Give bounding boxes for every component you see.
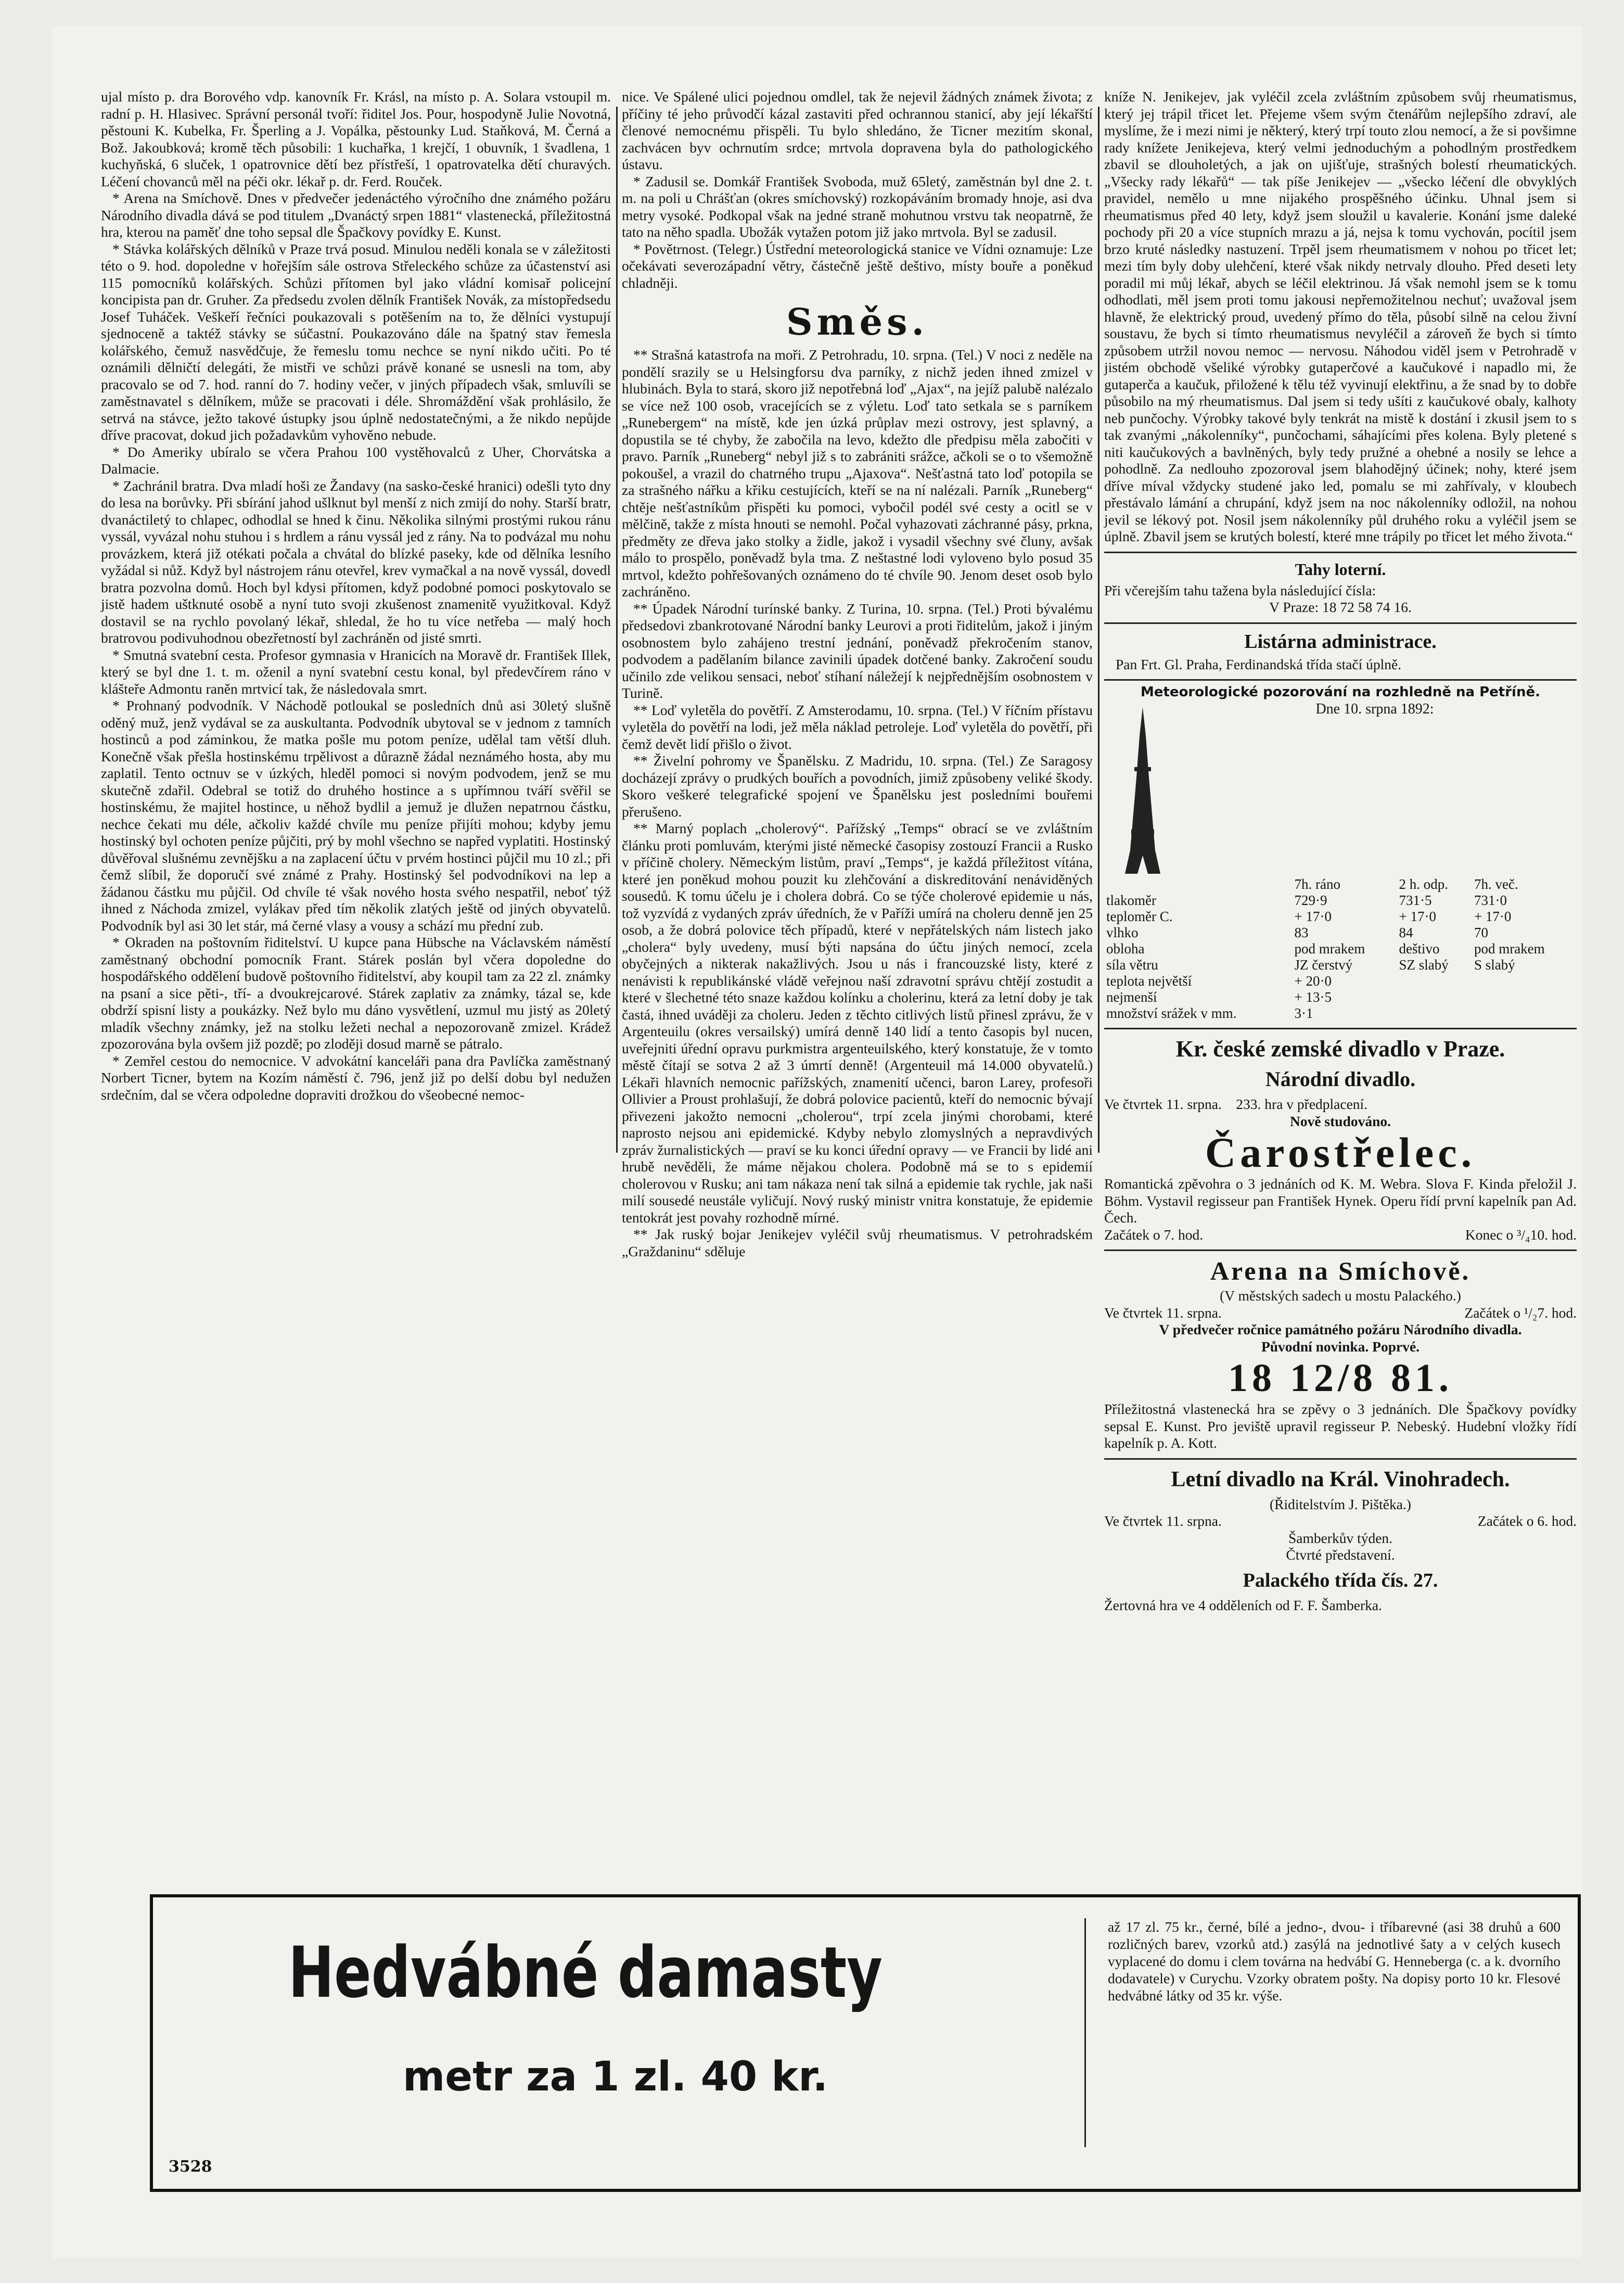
arena-date: Ve čtvrtek 11. srpna. [1104,1304,1222,1321]
meteo-header-cell [1104,876,1293,892]
meteo-cell [1397,1005,1472,1022]
section-title-smes: Směs. [786,300,928,343]
letni-title: Letní divadlo na Král. Vinohradech. [1171,1467,1510,1491]
article-katastrofa: ** Strašná katastrofa na moři. Z Petrohradu, 10. srpna. (Tel.) V noci z neděle na pondělí srazily se u Helsingforsu dva parníky, z nichž jeden ihned zmizel v hlubinách. Byla to stará, skoro již nepotřebná loď „Ajax“, na jejíž palubě nalézalo se více než 100 osob, vracejících se z výletu. Loď tato setkala se s parníkem „Runebergem“ na místě, kde jen úzká průplav mezi ostrovy, jest splavný, a dopustila se té chyby, že zabočila na levo, kdežto dle předpisu měla zabočiti v pravo. Parník „Runeberg“ nebyl již s to zabrániti srážce, ačkoli se o to všemožně pokoušel, a vrazil do chatrného trupu „Ajaxova“. Nešťastná tato loď potopila se za strašného nářku a křiku cestujících, kteří se na ní nalézali. Parník „Runeberg“ chtěje nešťastníkům přispěti ku pomoci, vybočil podél své cesty a ocitl se v mělčině, takže z místa hnouti se nemohl. Počal vyhazovati záchranné pásy, prkna, předměty ze dřeva jako stolky a židle, jakož i vysadil všechny své čluny, avšak málo to prospělo, poněvadž byla tma. Z neštastné lodi vyloveno bylo posud 35 mrtvol, kdežto pohřešovaných oznámeno do té chvíle 90. Jenom deset osob bylo zachráněno. [622,347,1093,600]
narodni-nove: Nově studováno. [1289,1113,1391,1129]
narodni-end: Konec o ³/₄10. hod. [1465,1226,1577,1243]
ad-text: až 17 zl. 75 kr., černé, bílé a jedno-, dvou- i tříbarevné (asi 38 druhů a 600 rozličných barev, vzorků atd.) zasýlá na jednotlivé šaty a v celých kusech vyplacené do domu i clem továrna na hedvábí G. Henneberga (c. a k. dvorního dodavatele) v Curychu. Vzorky obratem pošty. Na dopisy porto 10 kr. Flesové hedvábné látky od 35 kr. výše. [1108,1919,1561,2004]
lottery-number-list: 18 72 58 74 16. [1322,599,1412,615]
meteo-cell [1397,989,1472,1005]
article-upadek-banky: ** Úpadek Národní turínské banky. Z Turina, 10. srpna. (Tel.) Proti bývalému předsedovi zbankrotované Národní banky Leurovi a proti řiditelům, jakož i jiným osobnostem bylo zahájeno trestní jednání, poněvadž překročením stanov, podvodem a padělaním bilance zavinili úpadek dotčené banky. Zakročení soudu učinilo zde velikou sensaci, neboť stíhaní náležejí k nejpřednějším osobnostem v Turině. [622,600,1093,701]
column-divider [616,107,618,1153]
lottery-box [1104,552,1577,616]
article-zadusil: * Zadusil se. Domkář František Svoboda, muž 65letý, zaměstnán byl dne 2. t. m. na poli u Chrášťan (okres smíchovský) rozkopáváním bromady hnoje, asi dva metry vysoké. Podkopal však na jedné straně mohutnou vrstvu tak neopatrně, že tato na něho spadla. Ubožák vytažen potom již jako mrtvola. Byl se zadusil. [622,173,1093,240]
letni-sub: (Řiditelstvím J. Pištěka.) [1270,1496,1411,1512]
ad-headline: Hedvábné damasty [288,1932,883,2013]
meteo-cell [1472,973,1577,989]
lottery-text: Při včerejším tahu tažena byla následující čísla: [1104,582,1376,598]
lottery-numbers [1104,599,1577,616]
meteo-cell: síla větru [1106,957,1158,973]
narodni-date-line [1104,1096,1577,1113]
meteo-row [1104,925,1577,941]
meteo-title: Meteorologické pozorování na rozhledně na Petříně. [1141,684,1540,700]
meteo-cell: + 17·0 [1294,909,1332,924]
meteo-cell: + 13·5 [1294,989,1332,1005]
letni-desc: Žertovná hra ve 4 odděleních od F. F. Šamberka. [1104,1597,1382,1613]
letni-play1: Šamberkův týden. [1288,1529,1393,1546]
column-2 [622,88,1093,1260]
meteo-row [1104,973,1577,989]
meteo-cell: vlhko [1106,925,1139,940]
narodni-start: Začátek o 7. hod. [1104,1226,1204,1243]
column-1 [101,88,611,1103]
narodni-info: 233. hra v předplacení. [1236,1096,1368,1112]
listarna-box [1104,622,1577,673]
lottery-title: Tahy loterní. [1295,559,1386,579]
meteo-cell [1397,973,1472,989]
letni-date-line [1104,1513,1577,1530]
meteo-cell [1472,1005,1577,1022]
meteo-cell: 3·1 [1294,1005,1313,1021]
arena-sub: (V městských sadech u mostu Palackého.) [1220,1287,1461,1304]
meteo-cell: 729·9 [1294,892,1327,908]
arena-note: V předvečer ročnice památného požáru Národního divadla. [1159,1321,1522,1337]
meteo-cell: 84 [1399,925,1413,940]
narodni-desc: Romantická zpěvohra o 3 jednáních od K. M. Webra. Slova F. Kinda přeložil J. Böhm. Vystavil regisseur pan František Hynek. Operu řídí první kapelník pan Ad. Čech. [1104,1176,1577,1226]
meteo-cell: obloha [1106,941,1145,956]
article-paragraph: kníže N. Jenikejev, jak vyléčil zcela zvláštním způsobem svůj rheumatismus, který jej trápil třicet let. Přejeme všem svým čtenářům nejlepšího zdraví, ale myslíme, že i mezi nimi je některý, který trpí touto zlou nemocí, a že si povšimne rady knížete Jenikejeva, který velmi jednoduchým a pohodlným prostředkem zbavil se dlouholetých, a jak on ujišťuje, strašných bolestí rheumatických. „Všecky rady lékařů“ — tak píše Jenikejev — „všecko léčení dle obvyklých pravidel, nemělo u mne nijakého prospěšného účinku. Uhnal jsem si rheumatismus před 40 lety, když jsem sloužil u kavalerie. Konání jsme daleké pochody při 20 a více stupních mrazu a já, nejsa k tomu vychován, pocítil jsem brzo kruté následky nastuzení. Trpěl jsem rheumatismem v nohou po třicet let; mezi tím byly doby ulehčení, které však nikdy netrvaly dlouho. Před deseti lety poradil mi můj lékař, abych se léčil elektrinou. Já však nemohl jsem se k tomu odhodlati, měl jsem proti tomu jakousi nepřemožitelnou nechuť; uvažoval jsem hlavně, že elektrický proud, uvedený přímo do těla, působí silně na celou živní soustavu, že bych si tímto rheumatismus nevyléčil a zároveň že bych si tímto způsobem utržil novou nemoc — nervosu. Náhodou viděl jsem v Petrohradě v jistém obchodě všeliké výrobky gutaperčové a kaučukové i napadlo mi, že gutaperča a kaučuk, přiložené k tělu též vyvinují elektřinu, a že snad by to dobře působilo na mý rheumatismus. Dal jsem si tedy ušíti z kaučukové obaly, kalhoty neb punčochy. Výrobky takové byly tenkrát na mistě k dostání i zkusil jsem to s tak zvanými „nákolenníky“, punčochami, sáhajícími přes kolena. Byly pletené s niti kaučukových a bavlněných, byly tedy pružné a ohebné a nosily se lehce a pohodlně. Za nedlouho zpozoroval jsem blahodějný účinek; nohy, které jsem dříve míval vždycky studené jako led, pomalu se mi zahřívaly, v kloubech přestávalo lámání a chrupání, když jsem na noc nákolenníky odložil, na nohou jevil se lékový pot. Nosil jsem nákolenníky půl druhého roku a vyléčil jsem se úplně. Zbavil jsem se krutých bolestí, které mne trápily po třicet let mého života.“ [1104,88,1577,544]
meteo-cell: 731·0 [1474,892,1507,908]
letni-divadlo-box [1104,1458,1577,1614]
article-arena: * Arena na Smíchově. Dnes v předvečer jedenáctého výročního dne známého požáru Národního divadla dává se pod titulem „Dvanáctý srpen 1881“ vlastenecká, příležitostná hra, kterou na paměť dne toho sepsal dle Špačkovy povídky E. Kunst. [101,190,611,240]
meteo-cell: 731·5 [1399,892,1432,908]
letni-play3: Palackého třída čís. 27. [1243,1569,1438,1591]
article-jenikejev: ** Jak ruský bojar Jenikejev vyléčil svůj rheumatismus. V petrohradském „Graždaninu“ sděluje [622,1226,1093,1259]
article-amerika: * Do Ameriky ubíralo se včera Prahou 100 vystěhovalců z Uher, Chorvátska a Dalmacie. [101,443,611,477]
meteo-cell: teploměr C. [1106,909,1173,924]
article-zachranil: * Zachránil bratra. Dva mladí hoši ze Žandavy (na sasko-české hranici) odešli tyto dny do lesa na borůvky. Při sbírání jahod ušlknut byl menší z nich zmijí do nohy. Starší bratr, dvanáctiletý to chlapec, odhodlal se hned k činu. Několika silnými prostými rukou ránu vyssál, vyvázal nohu stuhou i s hrdlem a ránu vyssál jed z rány. Na to podvázal mu nohu provázkem, která již otékati počala a chvátal do blízké paseky, kde od dělníka lesního vyžádal si nůž. Když byl nástrojem ránu otevřel, krev vymačkal a na nově vyssál, dovedl bratra pozvolna domů. Hoch byl kdysi přítomen, když podobné pomoci poskytovalo se jistě hadem uštknuté osobě a nyní tuto svoji zkušenost znamenitě využitkoval. Když dostavil se na rychlo povolaný lékař, shledal, že ho tu více netřeba — malý hoch bratrovou podivuhodnou obezřetností byl zachráněn od jisté smrti. [101,477,611,646]
article-podvodnik: * Prohnaný podvodník. V Náchodě potloukal se posledních dnů asi 30letý slušně oděný muž, jenž vydával se za auskultanta. Podvodník ubytoval se v jednom z tamních hostinců a pod záminkou, že matka pošle mu potom peníze, udělal tam větší dluh. Konečně však přešla hostinskému trpělivost a důrazně žádal neznámého hosta, aby mu zaplatil. Tento octnuv se v úzkých, hleděl pomoci si novým podvodem, jenž se mu skutečně zdařil. Odebral se totiž do druhého hostince a s upřímnou tváří svěřil se hostinskému, že majitel hostince, u něhož bydlil a jemuž je dlužen nepatrnou částku, nechce čekati mu déle, ačkoliv každé chvíle mu peníze přijíti mohou; kdyby jemu hostinský byl ochoten peníze půjčiti, prý by mohl všechno se napřed vyplatiti. Hostinský důvěřoval slušnému zevnějšku a na zaplacení účtu v prvém hostinci půjčil mu 10 zl.; při čemž slíbil, že doporučí své známé z Prahy. Hostinský šel podvodníkovi na lep a žádanou částku mu půjčil. Od chvíle té však nového hosta svého nespatřil, neboť týž ihned z Náchoda zmizel, vylákav před tím několik zlatých ještě od jiných obyvatelů. Podvodník byl asi 30 let stár, má černé vlasy a vousy a schází mu přední zub. [101,697,611,934]
column-3 [1104,88,1577,1614]
meteo-row [1104,892,1577,909]
column-divider [1098,107,1099,1153]
ad-divider [1084,1918,1086,2147]
article-svatebni-cesta: * Smutná svatební cesta. Profesor gymnasia v Hranicích na Moravě dr. František Illek, který se byl dne 1. t. m. oženil a nyní svatební cestu konal, byl předevčírem ráno v klášteře Admontu raněn mrtvicí tak, že následovala smrt. [101,646,611,697]
meteo-cell: + 20·0 [1294,973,1332,989]
article-paragraph: nice. Ve Spálené ulici pojednou omdlel, tak že nejevil žádných známek života; z příčiny té jeho průvodčí kázal zastaviti před ochrannou stanicí, aby její lékařští členové nemocnému přispěli. Tu bylo shledáno, že Ticner mezitím skonal, zachvácen byv ochrnutím srdce; mrtvola dopravena byla do pathologického ústavu. [622,88,1093,172]
meteo-cell: + 17·0 [1474,909,1512,924]
meteo-cell: pod mrakem [1474,941,1545,956]
article-povetrnost: * Povětrnost. (Telegr.) Ústřední meteorologická stanice ve Vídni oznamuje: Lze očekávati severozápadní větry, částečně ještě deštivo, místy bouře a poněkud chladněji. [622,240,1093,291]
meteo-cell: pod mrakem [1294,941,1365,956]
meteo-cell [1472,989,1577,1005]
meteo-date: Dne 10. srpna 1892: [1315,701,1434,717]
narodni-play: Čarostřelec. [1205,1129,1476,1176]
article-lod: ** Loď vyletěla do povětří. Z Amsterodamu, 10. srpna. (Tel.) V říčním přístavu vyletěla do povětří na lodi, jež měla náklad petroleje. Loď vyletěla do povětří, při čemž devět lidí přišlo o život. [622,702,1093,752]
meteo-table [1104,876,1577,1022]
petrin-tower-icon [1122,705,1163,876]
ad-price: metr za 1 zl. 40 kr. [403,2054,828,2100]
meteo-cell: množství srážek v mm. [1106,1005,1237,1021]
arena-title: Arena na Smíchově. [1210,1256,1471,1285]
meteo-header-cell: 7h. več. [1474,876,1518,892]
lottery-place: V Praze: [1269,599,1319,615]
silk-advertisement [150,1894,1581,2192]
arena-date-line [1104,1305,1577,1322]
meteo-row [1104,957,1577,973]
article-okraden: * Okraden na poštovním řiditelství. U kupce pana Hübsche na Václavském náměstí zaměstnaný obchodní pomocník Frant. Stárek poslán byl včera dopoledne do hospodářského oddělení budově poštovního řiditelství, aby koupil tam za 22 zl. známky na psaní a sice pěti-, tří- a dvoukrejcarové. Stárek zaplativ za známky, tázal se, kde obdrží spisní listy a poukázky. Než bylo mu dáno vysvětlení, uzmul mu jistý as 20letý mladík všechny známky, jež na stolku ležeti nechal a nepozorovaně zmizel. Krádež zpozorována byla ovšem již pozdě; po zloději dosud marně se pátralo. [101,934,611,1052]
meteo-header-cell: 7h. ráno [1294,876,1340,892]
meteo-cell: S slabý [1474,957,1515,973]
meteo-cell: deštivo [1399,941,1440,956]
article-cholera: ** Marný poplach „cholerový“. Pařížský „Temps“ obrací se ve zvláštním článku proti pomluvám, kterými jisté německé časopisy zostouzí Francii a Rusko v příčině cholery. Německým listům, praví „Temps“, je každá příležitost vítána, které jen poněkud mohou pouzit ku zlehčování a diskreditování nenáviděných sousedů. K tomu účelu je i cholera dobrá. Co se týče cholerové epidemie u nás, tož vyzvídá z vydaných zpráv úředních, že v Paříži umírá na choleru denně jen 25 osob, a že dobrá polovice těch případů, které v nepřátelských nám listech jako „cholera“ byly uvedeny, musí býti napsána do účtu jiných nemocí, zcela obyčejných a nikterak nakažlivých. Jsou u nás i francouzské listy, které z nenávisti k republikánské vládě veřejnou naší zdravotní správu chtějí zostudit a které v šlechetné této snaze každou kolínku a cholerinu, která za letní doby je tak častá, ihned uváději za choleru. Jeden z těchto citlivých listů přinesl zprávu, že v Argenteuilu (okres versailský) umírá denně 140 lidí a tento časopis byl nucen, uveřejniti úřední opravu purkmistra argenteuilského, který konstatuje, že v tomto městě čítají se sotva 2 až 3 úmrtí denně! (Argenteuil má 14.000 obyvatelů.) Lékaři hlavních nemocnic pařížských, znamenití učenci, baron Larey, profesoři Ollivier a Proust prohlašují, že dobrá polovice pacientů, kteří do nemocnic bývají přivezeni jakožto nemocni „cholerou“, trpí zcela jinými chorobami, které naprosto nejsou ani epidemické. Kdyby nebylo zlomyslných a nepravdivých zpráv žurnalistických — praví se ku konci úřední opravy — ve Francii by lidé ani hrubě nevěděli, že máme nějakou cholera. Podobně má se to s epidemií cholerovou v Rusku; ani tam nákaza není tak silná a epidemie tak rychle, jak naši milí sousedé neustále vyličují. Nový ruský ministr vnitra konstatuje, že epidemie tentokrát jest povahy rozhodně mírné. [622,820,1093,1226]
meteo-cell: nejmenší [1106,989,1157,1005]
meteo-cell: teplota největší [1106,973,1192,989]
listarna-title: Listárna administrace. [1244,630,1437,653]
meteo-row [1104,909,1577,925]
narodni-date: Ve čtvrtek 11. srpna. [1104,1096,1222,1112]
arena-start: Začátek o ¹/₂7. hod. [1464,1304,1577,1321]
meteo-cell: 70 [1474,925,1488,940]
listarna-text: Pan Frt. Gl. Praha, Ferdinandská třída stačí úplně. [1116,656,1402,672]
ad-number: 3528 [169,2158,212,2176]
narodni-divadlo-box [1104,1028,1577,1243]
narodni-sub: Národní divadlo. [1265,1067,1416,1091]
article-paragraph: ujal místo p. dra Borového vdp. kanovník Fr. Krásl, na místo p. A. Solara vstoupil m. radní p. H. Hlasivec. Správní personál tvoří: řiditel Jos. Pour, hospodyně Julie Novotná, pěstouni K. Kubelka, Fr. Šperling a J. Vopálka, pěstounky Lud. Staňková, M. Černá a Bož. Jakoubková; kromě těch působili: 1 kuchařka, 1 krejčí, 1 obuvník, 1 švadlena, 1 kuchyňská, 6 sluček, 1 opatrovnice dětí bez přístřeší, 1 opatrovatelka dětí churavých. Léčení chovanců měl na péči okr. lékař p. dr. Ferd. Rouček. [101,88,611,189]
article-spanelsko: ** Živelní pohromy ve Španělsku. Z Madridu, 10. srpna. (Tel.) Ze Saragosy docházejí zprávy o prudkých bouřích a povodních, jimiž způsobeny veliké škody. Skoro veškeré telegrafické spojení ve Španělsku jest posledními bouřemi přerušeno. [622,753,1093,820]
meteo-cell: + 17·0 [1399,909,1436,924]
meteo-cell: JZ čerstvý [1294,957,1353,973]
meteo-cell: 83 [1294,925,1309,940]
arena-novinka: Původní novinka. Poprvé. [1261,1338,1420,1355]
meteo-header-cell: 2 h. odp. [1399,876,1449,892]
arena-play: 18 12/8 81. [1227,1356,1453,1400]
arena-box [1104,1249,1577,1452]
arena-desc: Příležitostná vlastenecká hra se zpěvy o 3 jednáních. Dle Špačkovy povídky sepsal E. Kunst. Pro jeviště upravil regisseur P. Nebeský. Hudební vložky řídí kapelník p. A. Kott. [1104,1401,1577,1451]
meteo-row [1104,989,1577,1005]
narodni-times [1104,1227,1577,1244]
meteo-row [1104,941,1577,957]
meteo-box [1104,679,1577,1022]
article-zemrel: * Zemřel cestou do nemocnice. V advokátní kanceláři pana dra Pavlíčka zaměstnaný Norbert Ticner, bytem na Kozím náměstí č. 796, jenž již po delší dobu byl nedužen srdečním, dal se včera odpoledne dopraviti drožkou do všeobecné nemoc- [101,1052,611,1103]
letni-play2: Čtvrté představení. [1286,1547,1395,1563]
article-stavka: * Stávka kolářských dělníků v Praze trvá posud. Minulou neděli konala se v záležitosti této o 9. hod. dopoledne v hořejším sále ostrova Střeleckého schůze za účastenství asi 115 pomocníků kolářských. Schůzi přítomen byl jako vládní komisař policejní koncipista pan dr. Gruher. Za předsedu zvolen dělník František Novák, za místopředsedu Josef Tuháček. Veškeří řečníci poukazovali s potěšením na to, že dělníci vystupují sjednoceně a taktéž stávky se súčastní. Poukazováno dále na špatný stav řemesla kolářského, čemuž nasvědčuje, že řemeslu tomu nechce se nyní nikdo učiti. Po té oznámili dělničtí delegáti, že mistři ve schůzi právě konané se usnesli na tom, aby pracovalo se od 7. hod. ranní do 7. hodiny večer, v jiných případech však, smluvíli se zaměstnavatel s dělníkem, může se pracovati i déle. Shromáždění však prohlásilo, že setrvá na stávce, ježto takové ústupky jsou úplně nedostatečnými, a že nikdo nepůjde dříve pracovat, dokud jich požadavkům vyhověno nebude. [101,240,611,443]
meteo-cell: SZ slabý [1399,957,1449,973]
letni-start: Začátek o 6. hod. [1477,1513,1577,1529]
narodni-title: Kr. české zemské divadlo v Praze. [1175,1036,1505,1062]
meteo-header-row [1104,876,1577,892]
meteo-row [1104,1005,1577,1022]
letni-date: Ve čtvrtek 11. srpna. [1104,1513,1222,1529]
meteo-cell: tlakoměr [1106,892,1156,908]
